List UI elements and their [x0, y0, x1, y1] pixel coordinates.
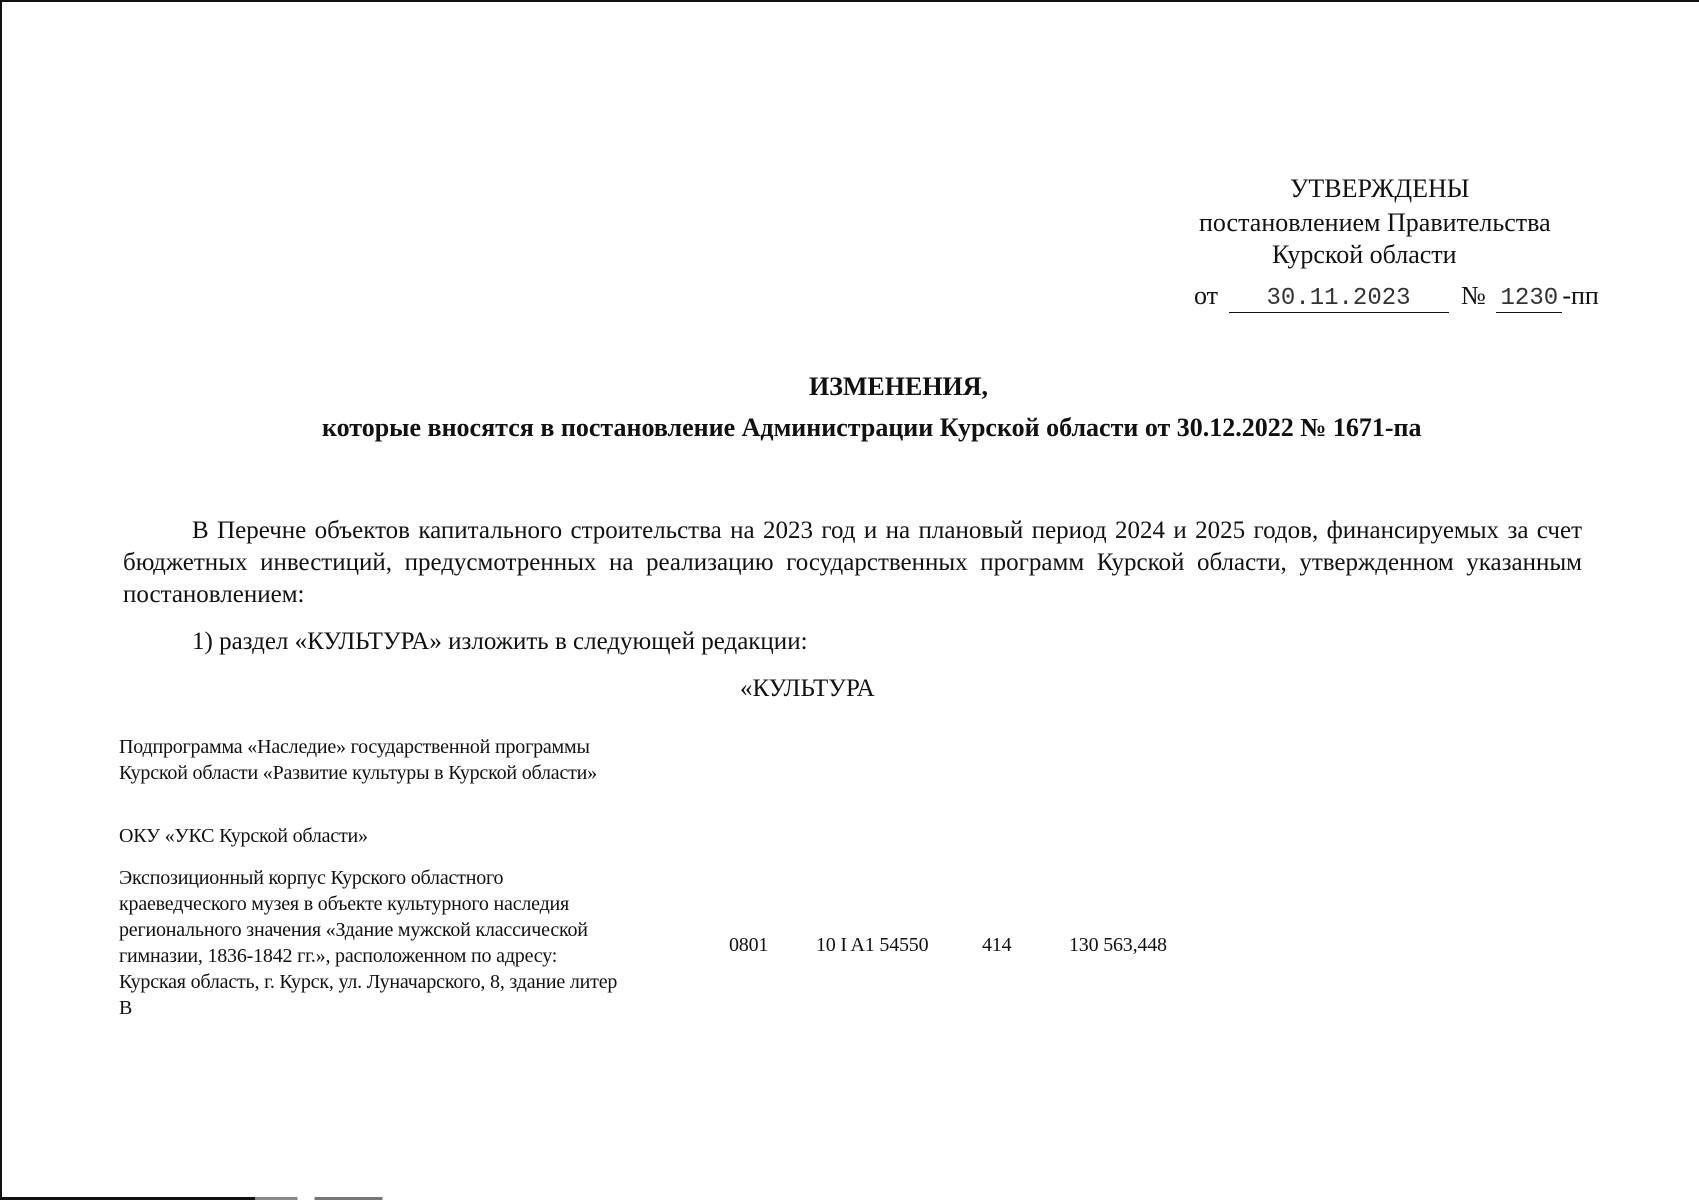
section-code: 0801	[729, 934, 769, 956]
object-line: Курская область, г. Курск, ул. Луначарского, 8, здание литер	[119, 971, 618, 993]
customer-name: ОКУ «УКС Курской области»	[119, 825, 368, 847]
number-prefix: №	[1461, 281, 1486, 310]
subprogram-line2: Курской области «Развитие культуры в Курской области»	[119, 762, 597, 784]
scan-border-top	[0, 0, 1699, 2]
scan-border-left	[0, 0, 2, 1200]
object-line: Экспозиционный корпус Курского областного	[119, 867, 504, 889]
approval-stamp: УТВЕРЖДЕНЫ	[1290, 174, 1470, 203]
intro-paragraph: В Перечне объектов капитального строительства на 2023 год и на плановый период 2024 и 2025 годов, финансируемых за счет бюджетных инвестиций, предусмотренных на реализацию государственных программ Курской области, утвержденном указанным постановлением:	[123, 517, 1582, 608]
object-line: краеведческого музея в объекте культурного наследия	[119, 893, 570, 915]
target-code: 10 I A1 54550	[816, 934, 929, 956]
expense-type: 414	[982, 934, 1012, 956]
amount: 130 563,448	[1069, 934, 1167, 956]
item-1: 1) раздел «КУЛЬТУРА» изложить в следующей редакции:	[192, 628, 808, 655]
approval-date-line	[1194, 281, 1599, 313]
document-heading: ИЗМЕНЕНИЯ,	[808, 372, 989, 401]
object-line: В	[119, 997, 133, 1019]
document-subtitle: которые вносятся в постановление Администрации Курской области от 30.12.2022 № 1671-па	[322, 413, 1422, 442]
approval-date: 30.11.2023	[1229, 286, 1449, 313]
object-description	[119, 865, 617, 1021]
approval-number: 1230	[1496, 286, 1562, 313]
subprogram-line1: Подпрограмма «Наследие» государственной программы	[119, 736, 590, 758]
object-line: гимназии, 1836-1842 гг.», расположенном по адресу:	[119, 945, 558, 967]
section-heading: «КУЛЬТУРА	[740, 675, 875, 702]
date-prefix: от	[1194, 281, 1219, 310]
number-suffix: -пп	[1562, 281, 1599, 310]
approval-by-line1: постановлением Правительства	[1199, 208, 1551, 237]
approval-by-line2: Курской области	[1272, 240, 1457, 269]
object-line: регионального значения «Здание мужской классической	[119, 919, 588, 941]
